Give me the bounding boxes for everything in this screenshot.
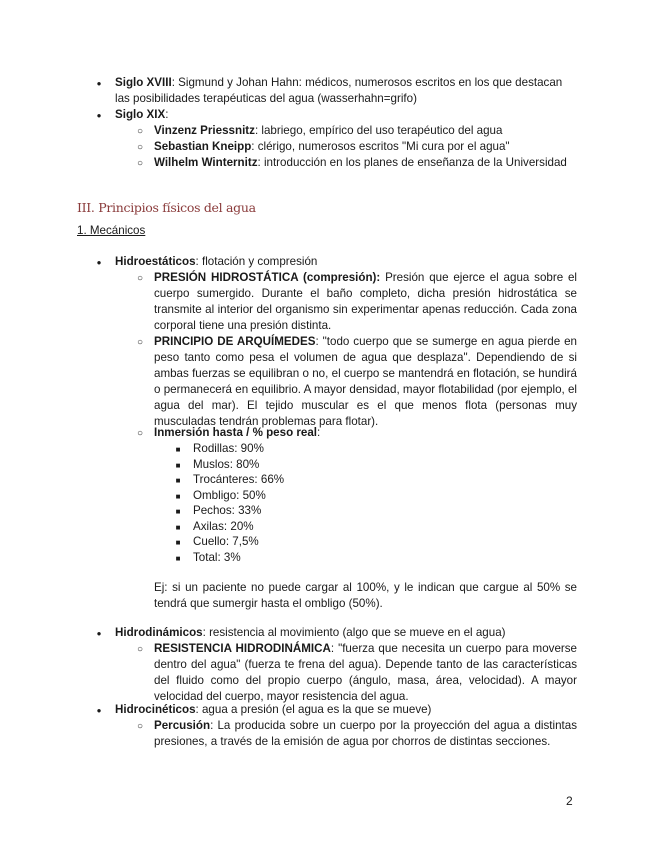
kneipp-label: Sebastian Kneipp <box>154 140 252 153</box>
example-text: Ej: si un paciente no puede cargar al 100%, y le indican que cargue al 50% se tendrá que sumergir hasta el ombligo (50%). <box>154 581 577 610</box>
hidrocineticos-text: : agua a presión (el agua es la que se mueve) <box>195 703 432 716</box>
bullet-square <box>172 472 184 489</box>
bullet-circle <box>134 155 146 172</box>
level-item: Ombligo: 50% <box>193 489 266 502</box>
presion-item <box>154 270 577 334</box>
resistencia-item <box>154 641 577 705</box>
inmersion-item <box>154 425 320 441</box>
winternitz-text: : introducción en los planes de enseñanza de la Universidad <box>257 156 567 169</box>
bullet-disc <box>93 75 105 92</box>
bullet-disc <box>93 625 105 642</box>
inmersion-label: Inmersión hasta / % peso real <box>154 426 318 439</box>
presion-text: Presión que ejerce el agua sobre el cuerpo sumergido. Durante el baño completo, dicha presión hidrostática se transmite al interior del organismo sin experimentar apenas reducción. Cada zona corporal tiene una presión distinta. <box>154 271 577 332</box>
percusion-label: Percusión <box>154 719 211 732</box>
arquimedes-item <box>154 334 577 430</box>
level-item: Axilas: 20% <box>193 520 254 533</box>
level-item: Cuello: 7,5% <box>193 535 259 548</box>
bullet-circle <box>134 270 146 287</box>
hidrodinamicos-label: Hidrodinámicos <box>115 626 203 639</box>
hidrocineticos-label: Hidrocinéticos <box>115 703 196 716</box>
bullet-circle <box>134 641 146 658</box>
subsection-heading: 1. Mecánicos <box>77 224 146 237</box>
level-item: Muslos: 80% <box>193 458 260 471</box>
bullet-circle <box>134 425 146 442</box>
percusion-item <box>154 718 577 750</box>
hidroestaticos-item <box>115 254 317 270</box>
siglo-xviii-item <box>115 75 577 107</box>
hidroestaticos-text: : flotación y compresión <box>195 255 318 268</box>
hidrodinamicos-item <box>115 625 506 641</box>
kneipp-text: : clérigo, numerosos escritos "Mi cura por el agua" <box>251 140 510 153</box>
arquimedes-text: : "todo cuerpo que se sumerge en agua pierde en peso tanto como pesa el volumen de agua que desplaza". Dependiendo de si ambas fuerzas se equilibran o no, el cuerpo se mantendrá en flotación, se hundirá o permanecerá en equilibrio. A mayor densidad, mayor flotabilidad (por ejemplo, el agua del mar). El tejido muscular es el que menos flota (personas muy musculadas tendrán problemas para flotar). <box>154 335 578 428</box>
resistencia-label: RESISTENCIA HIDRODINÁMICA <box>154 642 331 655</box>
bullet-square <box>172 441 184 458</box>
percusion-text: : La producida sobre un cuerpo por la proyección del agua a distintas presiones, a través de la emisión de agua por chorros de distintas secciones. <box>154 719 577 748</box>
arquimedes-label: PRINCIPIO DE ARQUÍMEDES <box>154 335 316 348</box>
bullet-circle <box>134 139 146 156</box>
page-number: 2 <box>566 794 573 808</box>
bullet-circle <box>134 334 146 351</box>
priessnitz-label: Vinzenz Priessnitz <box>154 124 255 137</box>
bullet-disc <box>93 254 105 271</box>
bullet-square <box>172 503 184 520</box>
inmersion-colon: : <box>317 426 321 439</box>
siglo-xix-item <box>115 107 168 123</box>
bullet-square <box>172 550 184 567</box>
hidrodinamicos-text: : resistencia al movimiento (algo que se mueve en el agua) <box>202 626 506 639</box>
priessnitz-text: : labriego, empírico del uso terapéutico del agua <box>254 124 503 137</box>
bullet-square <box>172 534 184 551</box>
bullet-circle <box>134 718 146 735</box>
winternitz-item <box>154 155 567 171</box>
bullet-disc <box>93 702 105 719</box>
winternitz-label: Wilhelm Winternitz <box>154 156 258 169</box>
level-item: Trocánteres: 66% <box>193 473 285 486</box>
kneipp-item <box>154 139 510 155</box>
level-item: Rodillas: 90% <box>193 442 264 455</box>
priessnitz-item <box>154 123 502 139</box>
siglo-xviii-text: : Sigmund y Johan Hahn: médicos, numerosos escritos en los que destacan las posibilidades terapéuticas del agua (wasserhahn=grifo) <box>115 76 563 105</box>
level-item: Total: 3% <box>193 551 241 564</box>
resistencia-text: : "fuerza que necesita un cuerpo para moverse dentro del agua" (fuerza te frena del agua). Depende tanto de las características del fluido como del propio cuerpo (ángulo, masa, área, velocidad). A mayor velocidad del cuerpo, mayor resistencia del agua. <box>154 642 578 703</box>
section-heading: III. Principios físicos del agua <box>77 200 256 215</box>
bullet-disc <box>93 107 105 124</box>
hidrocineticos-item <box>115 702 431 718</box>
hidroestaticos-label: Hidroestáticos <box>115 255 196 268</box>
presion-label: PRESIÓN HIDROSTÁTICA (compresión): <box>154 271 381 284</box>
level-item: Pechos: 33% <box>193 504 262 517</box>
siglo-xviii-label: Siglo XVIII <box>115 76 172 89</box>
siglo-xix-label: Siglo XIX <box>115 108 166 121</box>
siglo-xix-colon: : <box>165 108 169 121</box>
bullet-circle <box>134 123 146 140</box>
